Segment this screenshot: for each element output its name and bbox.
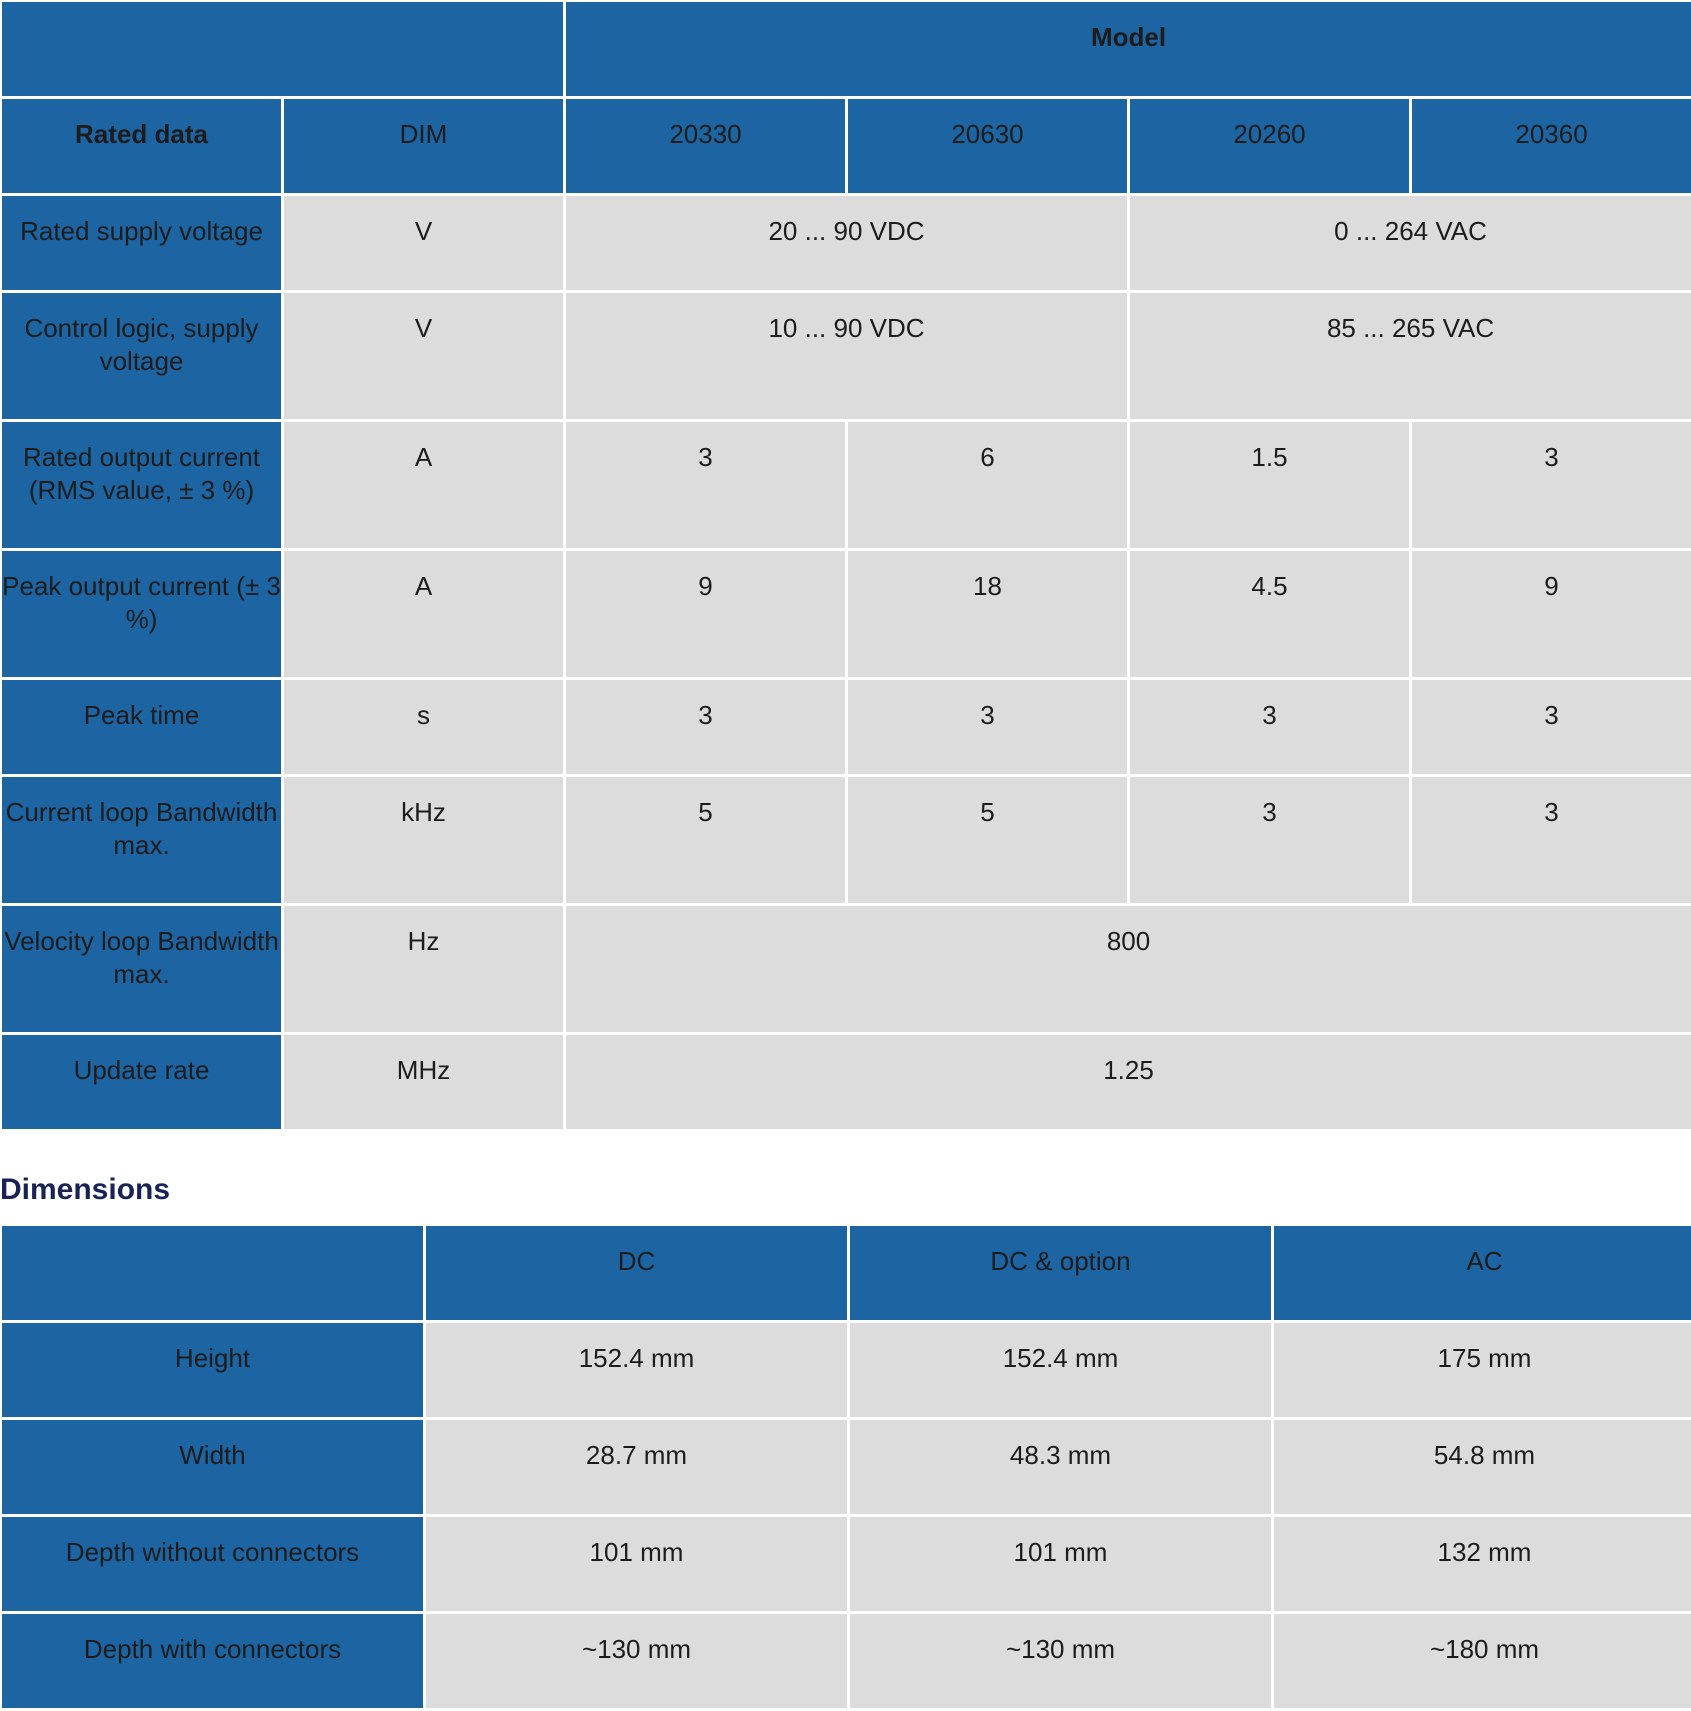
row-label: Velocity loop Bandwidth max.	[2, 906, 281, 1032]
value-cell: 3	[566, 680, 845, 774]
value-cell: 18	[848, 551, 1127, 677]
value-cell: 5	[848, 777, 1127, 903]
row-label: Control logic, supply voltage	[2, 293, 281, 419]
model-header-row	[2, 2, 1691, 96]
row-label: Depth with connectors	[2, 1614, 423, 1708]
dim-cell: Hz	[284, 906, 563, 1032]
value-cell: 1.25	[566, 1035, 1691, 1129]
value-cell: 20 ... 90 VDC	[566, 196, 1127, 290]
value-cell: 800	[566, 906, 1691, 1032]
dim-cell: kHz	[284, 777, 563, 903]
empty-header-cell	[2, 2, 563, 96]
value-cell: 3	[1412, 680, 1691, 774]
value-cell: 152.4 mm	[426, 1323, 847, 1417]
value-cell: 9	[1412, 551, 1691, 677]
dim-cell: V	[284, 196, 563, 290]
dim-cell: A	[284, 551, 563, 677]
value-cell: ~130 mm	[426, 1614, 847, 1708]
dc-option-header: DC & option	[850, 1226, 1271, 1320]
dim-header: DIM	[284, 99, 563, 193]
row-label: Update rate	[2, 1035, 281, 1129]
value-cell: 28.7 mm	[426, 1420, 847, 1514]
dc-header: DC	[426, 1226, 847, 1320]
table-row	[2, 293, 1691, 419]
value-cell: 0 ... 264 VAC	[1130, 196, 1691, 290]
model-20360-header: 20360	[1412, 99, 1691, 193]
table-row	[2, 1420, 1691, 1514]
table-row	[2, 1517, 1691, 1611]
value-cell: 175 mm	[1274, 1323, 1691, 1417]
value-cell: 3	[1130, 777, 1409, 903]
ac-header: AC	[1274, 1226, 1691, 1320]
dim-cell: V	[284, 293, 563, 419]
row-label: Peak time	[2, 680, 281, 774]
value-cell: 3	[566, 422, 845, 548]
row-label: Current loop Bandwidth max.	[2, 777, 281, 903]
row-label: Peak output current (± 3 %)	[2, 551, 281, 677]
value-cell: 6	[848, 422, 1127, 548]
table-row	[2, 906, 1691, 1032]
dimensions-table	[0, 1223, 1691, 1711]
row-label: Rated output current (RMS value, ± 3 %)	[2, 422, 281, 548]
value-cell: 5	[566, 777, 845, 903]
value-cell: 132 mm	[1274, 1517, 1691, 1611]
value-cell: 54.8 mm	[1274, 1420, 1691, 1514]
table-row	[2, 422, 1691, 548]
table-row	[2, 1035, 1691, 1129]
row-label: Rated supply voltage	[2, 196, 281, 290]
table-row	[2, 1614, 1691, 1708]
table-row	[2, 680, 1691, 774]
value-cell: 85 ... 265 VAC	[1130, 293, 1691, 419]
value-cell: 3	[848, 680, 1127, 774]
value-cell: 1.5	[1130, 422, 1409, 548]
value-cell: 9	[566, 551, 845, 677]
table-row	[2, 196, 1691, 290]
dim-cell: A	[284, 422, 563, 548]
value-cell: 48.3 mm	[850, 1420, 1271, 1514]
dim-cell: s	[284, 680, 563, 774]
column-header-row	[2, 99, 1691, 193]
row-label: Depth without connectors	[2, 1517, 423, 1611]
value-cell: 10 ... 90 VDC	[566, 293, 1127, 419]
model-header: Model	[566, 2, 1691, 96]
dimensions-header-row	[2, 1226, 1691, 1320]
model-20630-header: 20630	[848, 99, 1127, 193]
table-row	[2, 551, 1691, 677]
dimensions-heading: Dimensions	[0, 1173, 171, 1206]
row-label: Height	[2, 1323, 423, 1417]
value-cell: 3	[1412, 777, 1691, 903]
value-cell: 3	[1412, 422, 1691, 548]
dim-cell: MHz	[284, 1035, 563, 1129]
model-20330-header: 20330	[566, 99, 845, 193]
value-cell: 101 mm	[426, 1517, 847, 1611]
value-cell: 152.4 mm	[850, 1323, 1271, 1417]
value-cell: 4.5	[1130, 551, 1409, 677]
rated-data-header: Rated data	[2, 99, 281, 193]
value-cell: ~180 mm	[1274, 1614, 1691, 1708]
empty-header-cell	[2, 1226, 423, 1320]
value-cell: 3	[1130, 680, 1409, 774]
row-label: Width	[2, 1420, 423, 1514]
table-row	[2, 777, 1691, 903]
value-cell: ~130 mm	[850, 1614, 1271, 1708]
table-row	[2, 1323, 1691, 1417]
value-cell: 101 mm	[850, 1517, 1271, 1611]
model-20260-header: 20260	[1130, 99, 1409, 193]
